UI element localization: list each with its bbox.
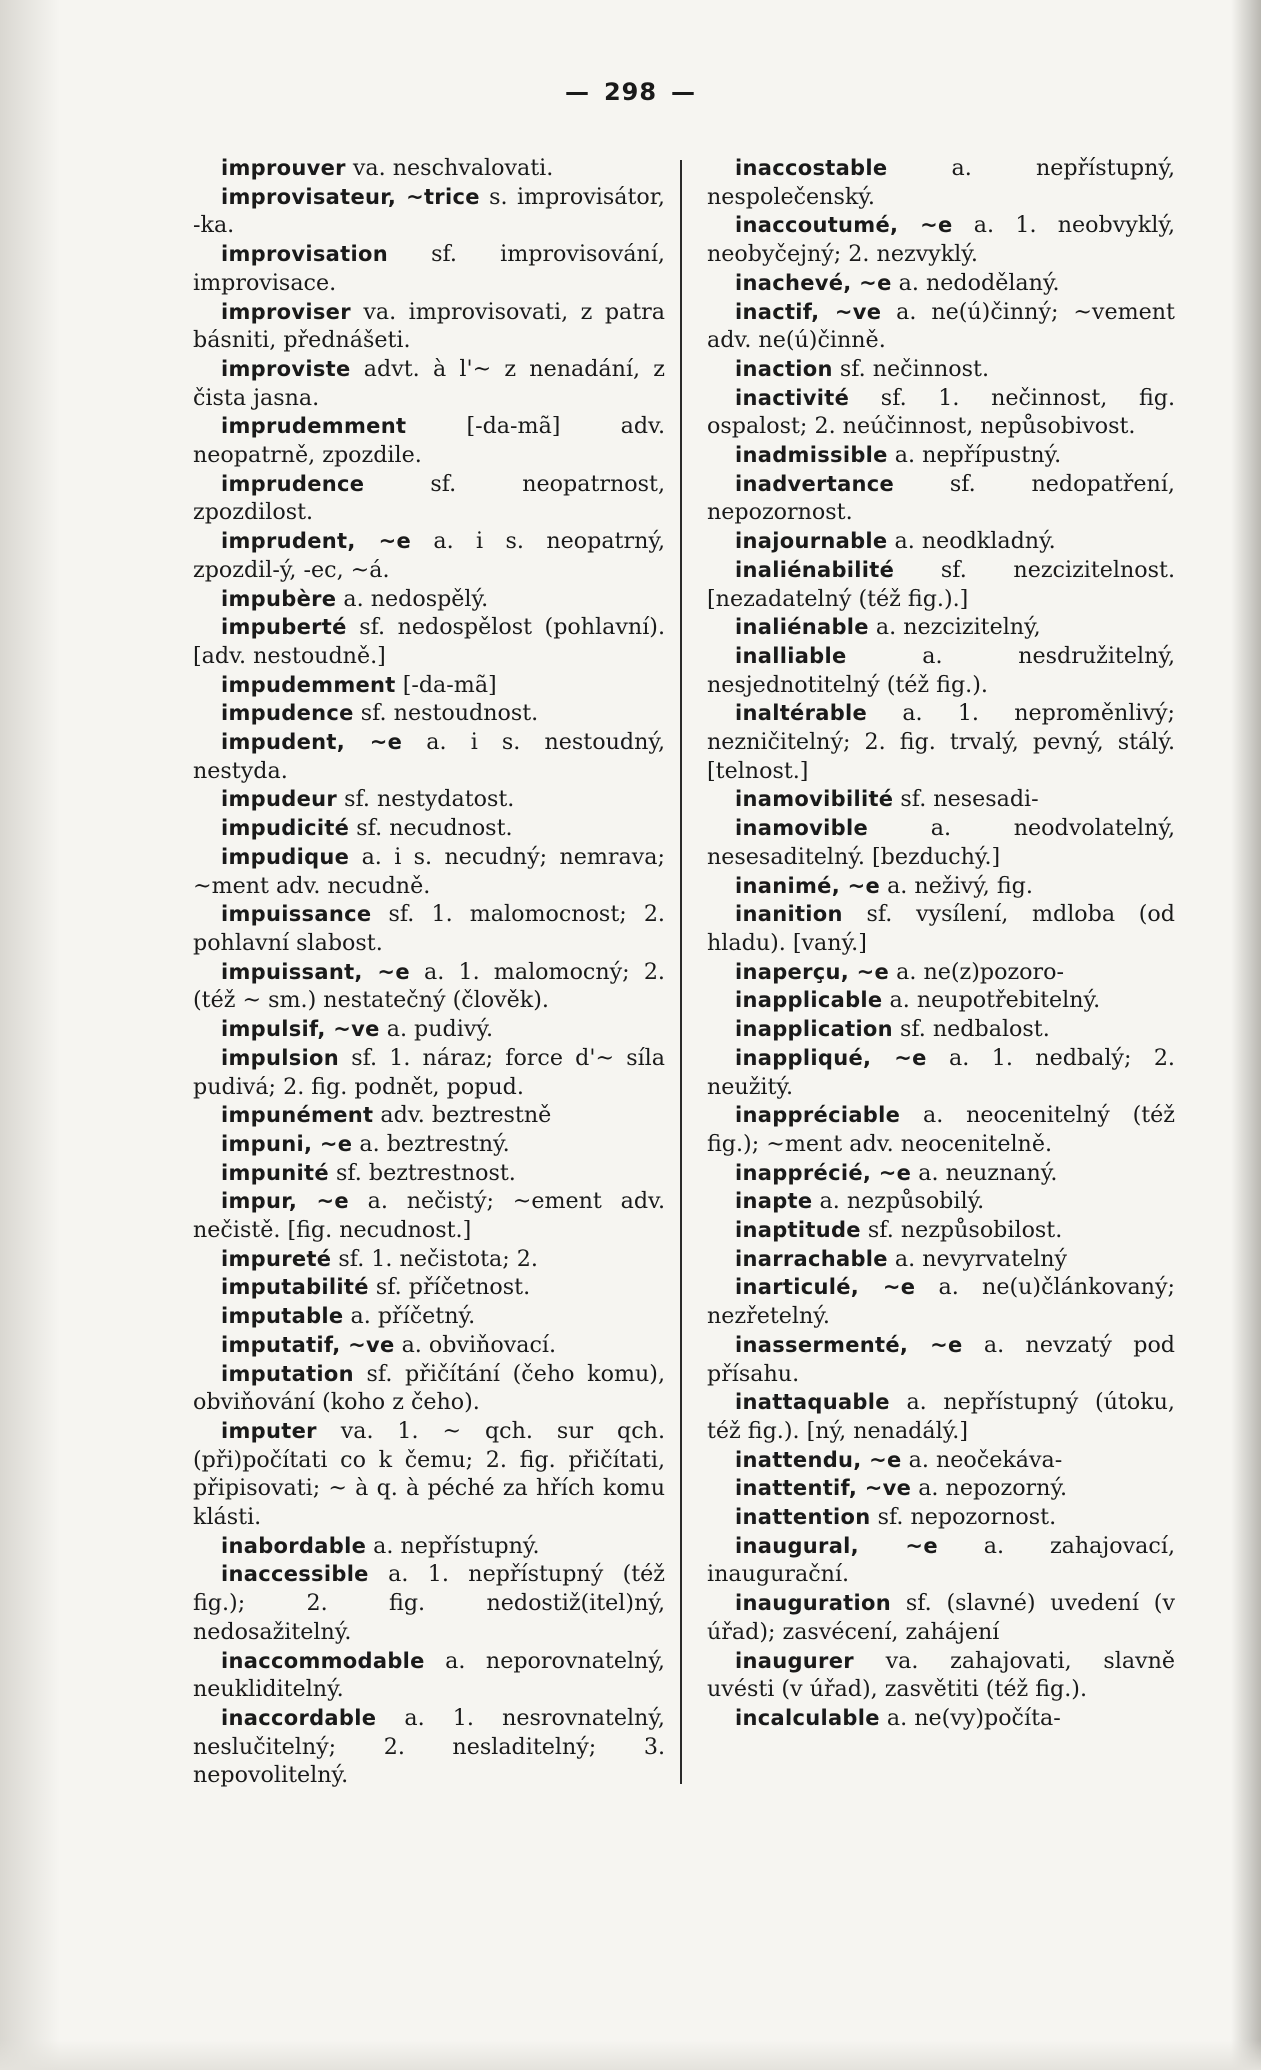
entry-definition: a. neupotřebitelný. xyxy=(882,987,1101,1014)
entry-definition: sf. 1. nečistota; 2. xyxy=(331,1245,538,1272)
entry-headword: inaccoutumé, ~e xyxy=(735,213,953,238)
entry-definition: advt. à l'~ z nenadání, z čista jasna. xyxy=(193,355,665,411)
entry-headword: inanition xyxy=(735,902,843,927)
entry-definition: a. neodvolatelný, nesesaditelný. [bezduchý.] xyxy=(707,815,1175,870)
entry-definition: a. obviňovací. xyxy=(394,1331,557,1358)
dictionary-entry xyxy=(707,269,1175,298)
dictionary-entry xyxy=(707,527,1175,556)
entry-headword: impubère xyxy=(221,586,337,611)
right-column xyxy=(707,154,1175,1733)
entry-headword: impur, ~e xyxy=(221,1189,349,1214)
dictionary-entry xyxy=(193,900,665,957)
entry-definition: a. nepřístupný, nespolečenský. xyxy=(707,155,1175,210)
entry-headword: impudeur xyxy=(221,787,338,812)
dictionary-entry xyxy=(707,1388,1175,1445)
entry-headword: impudique xyxy=(221,844,350,869)
page-number-value: 298 xyxy=(603,78,658,106)
entry-definition: a. nevyrvatelný xyxy=(887,1245,1068,1272)
page-right-edge-shadow xyxy=(1231,0,1261,2070)
entry-definition: a. příčetný. xyxy=(343,1303,476,1330)
entry-headword: inabordable xyxy=(221,1533,367,1558)
entry-headword: impuni, ~e xyxy=(221,1131,353,1156)
entry-definition: va. zahajovati, slavně uvésti (v úřad), zasvětiti (též fig.). xyxy=(707,1647,1175,1703)
entry-headword: impuberté xyxy=(221,615,347,640)
entry-definition: sf. nestoudnost. xyxy=(353,700,539,727)
dictionary-entry xyxy=(707,1245,1175,1274)
entry-headword: inadmissible xyxy=(735,443,888,468)
entry-definition: a. 1. neproměnlivý; nezničitelný; 2. fig. trvalý, pevný, stálý. [telnost.] xyxy=(707,700,1175,784)
entry-headword: inaperçu, ~e xyxy=(735,959,890,984)
entry-headword: impunément xyxy=(221,1103,374,1128)
dictionary-entry xyxy=(707,814,1175,871)
dictionary-entry xyxy=(193,1647,665,1704)
dictionary-entry xyxy=(707,556,1175,613)
dictionary-entry xyxy=(707,958,1175,987)
entry-definition: a. nezpůsobilý. xyxy=(812,1188,985,1215)
entry-headword: inappréciable xyxy=(735,1103,901,1128)
page-left-edge-shadow xyxy=(0,0,60,2070)
entry-definition: a. neuznaný. xyxy=(911,1159,1058,1186)
entry-definition: a. 1. malomocný; 2. (též ~ sm.) nestatečný (člověk). xyxy=(193,958,665,1014)
entry-headword: imputation xyxy=(221,1361,354,1386)
dictionary-entry xyxy=(707,441,1175,470)
entry-headword: inaltérable xyxy=(735,701,868,726)
dictionary-entry xyxy=(707,1704,1175,1733)
entry-headword: inaliénabilité xyxy=(735,557,895,582)
entry-definition: a. nedospělý. xyxy=(336,585,489,612)
entry-headword: inachevé, ~e xyxy=(735,270,892,295)
entry-headword: inapte xyxy=(735,1189,813,1214)
dictionary-entry xyxy=(707,613,1175,642)
entry-headword: inappliqué, ~e xyxy=(735,1045,927,1070)
dictionary-entry xyxy=(707,355,1175,384)
entry-definition: va. 1. ~ qch. sur qch. (při)počítati co k čemu; 2. fig. přičítati, připisovati; ~ à q. à péché za hřích komu klásti. xyxy=(193,1417,665,1531)
entry-headword: improvisation xyxy=(221,242,388,267)
entry-definition: sf. nedospělost (pohlavní). [adv. nestoudně.] xyxy=(193,614,665,669)
entry-definition: a. ne(ú)činný; ~vement adv. ne(ú)činně. xyxy=(707,298,1175,354)
dictionary-entry xyxy=(193,699,665,728)
dictionary-entry xyxy=(193,1044,665,1101)
entry-headword: improviste xyxy=(221,356,351,381)
entry-definition: a. nepřístupný (útoku, též fig.). [ný, nenadálý.] xyxy=(707,1389,1175,1444)
entry-definition: a. i s. neopatrný, zpozdil-ý, -ec, ~á. xyxy=(193,528,665,583)
entry-headword: inanimé, ~e xyxy=(735,873,881,898)
entry-headword: inaliénable xyxy=(735,615,869,640)
entry-headword: inaction xyxy=(735,356,833,381)
entry-headword: inaptitude xyxy=(735,1218,861,1243)
dictionary-entry xyxy=(193,613,665,670)
entry-headword: inarticulé, ~e xyxy=(735,1275,916,1300)
entry-headword: improuver xyxy=(221,156,346,180)
entry-definition: a. neodkladný. xyxy=(887,528,1056,555)
entry-definition: a. nevzatý pod přísahu. xyxy=(707,1331,1176,1387)
dictionary-entry xyxy=(193,1704,665,1790)
dictionary-entry xyxy=(193,1159,665,1188)
entry-headword: inalliable xyxy=(735,643,847,668)
dictionary-entry xyxy=(193,1560,665,1646)
entry-definition: [-da-mã] adv. neopatrně, zpozdile. xyxy=(193,413,665,469)
entry-definition: a. nedodělaný. xyxy=(891,269,1060,296)
dictionary-entry xyxy=(193,728,665,785)
entry-headword: inattendu, ~e xyxy=(735,1447,902,1472)
dictionary-entry xyxy=(193,1101,665,1130)
entry-definition: a. neporovnatelný, neukliditelný. xyxy=(193,1647,665,1703)
dictionary-entry xyxy=(707,1503,1175,1532)
dictionary-entry xyxy=(193,843,665,900)
entry-definition: a. nepřípustný. xyxy=(887,442,1062,469)
entry-headword: inaccostable xyxy=(735,156,888,180)
entry-definition: sf. nezcizitelnost. [nezadatelný (též fig.).] xyxy=(707,556,1175,612)
entry-definition: sf. 1. malomocnost; 2. pohlavní slabost. xyxy=(193,901,665,956)
entry-definition: sf. 1. nečinnost, fig. ospalost; 2. neúčinnost, nepůsobivost. xyxy=(707,384,1175,440)
entry-headword: inapplicable xyxy=(735,988,883,1013)
entry-definition: a. 1. nesrovnatelný, neslučitelný; 2. nesladitelný; 3. nepovolitelný. xyxy=(193,1704,665,1789)
entry-headword: impuissant, ~e xyxy=(221,959,410,984)
page-number-dash-left: — xyxy=(564,78,590,106)
entry-definition: a. nepozorný. xyxy=(911,1475,1068,1502)
dictionary-entry xyxy=(193,240,665,297)
entry-definition: sf. vysílení, mdloba (od hladu). [vaný.] xyxy=(707,901,1175,956)
entry-headword: impudence xyxy=(221,701,354,726)
entry-headword: inactivité xyxy=(735,385,850,410)
column-divider xyxy=(680,160,682,1784)
entry-headword: inajournable xyxy=(735,529,888,554)
entry-headword: inaccordable xyxy=(221,1705,377,1730)
dictionary-entry xyxy=(193,1273,665,1302)
dictionary-entry xyxy=(193,1187,665,1244)
entry-definition: sf. nezpůsobilost. xyxy=(860,1217,1063,1244)
entry-headword: inaccessible xyxy=(221,1562,369,1587)
dictionary-entry xyxy=(193,814,665,843)
entry-headword: improviser xyxy=(221,299,351,324)
entry-headword: impunité xyxy=(221,1160,329,1185)
entry-headword: impureté xyxy=(221,1246,332,1271)
entry-definition: sf. neopatrnost, zpozdilost. xyxy=(193,470,665,526)
entry-headword: inamovibilité xyxy=(735,787,894,812)
entry-headword: inapprécié, ~e xyxy=(735,1160,912,1185)
entry-headword: imprudemment xyxy=(221,414,407,439)
entry-definition: sf. přičítání (čeho komu), obviňování (koho z čeho). xyxy=(193,1360,665,1416)
entry-headword: impudemment xyxy=(221,672,396,697)
dictionary-entry xyxy=(707,154,1175,211)
entry-headword: imputable xyxy=(221,1304,344,1329)
dictionary-entry xyxy=(707,872,1175,901)
entry-definition: sf. nestydatost. xyxy=(337,786,515,813)
dictionary-entry xyxy=(707,900,1175,957)
entry-definition: s. improvisátor, -ka. xyxy=(193,183,665,239)
dictionary-entry xyxy=(193,527,665,584)
dictionary-entry xyxy=(707,470,1175,527)
dictionary-entry xyxy=(707,1589,1175,1646)
entry-headword: inauguration xyxy=(735,1591,891,1616)
entry-definition: a. ne(vy)počíta- xyxy=(879,1704,1061,1731)
dictionary-entry xyxy=(707,986,1175,1015)
entry-definition: a. 1. neobvyklý, neobyčejný; 2. nezvyklý. xyxy=(707,212,1175,268)
dictionary-entry xyxy=(193,1130,665,1159)
dictionary-entry xyxy=(193,1245,665,1274)
entry-headword: inactif, ~ve xyxy=(735,299,882,324)
dictionary-entry xyxy=(193,355,665,412)
entry-definition: sf. nepozornost. xyxy=(870,1504,1057,1531)
dictionary-entry xyxy=(193,1331,665,1360)
entry-definition: [-da-mã] xyxy=(395,671,497,698)
entry-headword: impudicité xyxy=(221,816,350,841)
entry-definition: a. zahajovací, inaugurační. xyxy=(707,1532,1175,1588)
entry-definition: a. nepřístupný. xyxy=(366,1532,540,1559)
entry-headword: inattaquable xyxy=(735,1390,890,1415)
entry-definition: sf. improvisování, improvisace. xyxy=(193,241,665,296)
left-column xyxy=(193,154,665,1790)
dictionary-entry xyxy=(707,1159,1175,1188)
entry-definition: sf. nedbalost. xyxy=(892,1016,1050,1043)
entry-definition: a. nesdružitelný, nesjednotitelný (též fig.). xyxy=(707,642,1175,698)
entry-definition: a. ne(u)článkovaný; nezřetelný. xyxy=(707,1274,1175,1330)
entry-definition: a. neživý, fig. xyxy=(880,872,1033,899)
entry-headword: inadvertance xyxy=(735,471,895,496)
dictionary-entry xyxy=(193,470,665,527)
entry-headword: imprudence xyxy=(221,471,365,496)
entry-headword: inarrachable xyxy=(735,1246,888,1271)
entry-definition: sf. necudnost. xyxy=(349,815,513,842)
dictionary-entry xyxy=(193,785,665,814)
dictionary-entry xyxy=(707,211,1175,268)
entry-headword: inattention xyxy=(735,1505,871,1530)
page-number-dash-right: — xyxy=(671,78,697,106)
entry-headword: incalculable xyxy=(735,1705,880,1730)
entry-definition: adv. beztrestně xyxy=(373,1102,552,1129)
entry-definition: a. neocenitelný (též fig.); ~ment adv. neocenitelně. xyxy=(707,1102,1175,1157)
entry-headword: impulsif, ~ve xyxy=(221,1017,380,1042)
entry-headword: imputatif, ~ve xyxy=(221,1332,395,1357)
entry-definition: a. pudivý. xyxy=(379,1016,494,1043)
dictionary-entry xyxy=(193,412,665,469)
entry-headword: inapplication xyxy=(735,1017,893,1042)
dictionary-entry xyxy=(193,154,665,183)
entry-definition: a. 1. nedbalý; 2. neužitý. xyxy=(707,1044,1175,1100)
entry-definition: sf. (slavné) uvedení (v úřad); zasvécení, zahájení xyxy=(707,1590,1175,1645)
dictionary-entry xyxy=(707,1446,1175,1475)
dictionary-entry xyxy=(707,1187,1175,1216)
entry-headword: impudent, ~e xyxy=(221,730,403,755)
entry-definition: sf. nesesadi- xyxy=(893,786,1039,813)
dictionary-entry xyxy=(707,785,1175,814)
page-bottom-shadow xyxy=(0,2040,1261,2070)
dictionary-entry xyxy=(707,1044,1175,1101)
entry-definition: a. beztrestný. xyxy=(352,1130,510,1157)
entry-definition: sf. 1. náraz; force d'~ síla pudivá; 2. fig. podnět, popud. xyxy=(193,1044,665,1100)
dictionary-entry xyxy=(193,585,665,614)
entry-headword: inattentif, ~ve xyxy=(735,1476,912,1501)
entry-headword: inassermenté, ~e xyxy=(735,1332,963,1357)
dictionary-entry xyxy=(193,1360,665,1417)
entry-headword: inamovible xyxy=(735,816,868,841)
dictionary-entry xyxy=(707,1532,1175,1589)
entry-definition: a. ne(z)pozoro- xyxy=(889,958,1064,985)
entry-definition: a. neočekáva- xyxy=(901,1446,1063,1473)
entry-headword: inaccommodable xyxy=(221,1648,425,1673)
entry-headword: impulsion xyxy=(221,1045,340,1070)
entry-definition: sf. nečinnost. xyxy=(832,355,989,382)
page-number xyxy=(0,78,1261,106)
dictionary-entry xyxy=(707,1101,1175,1158)
entry-definition: a. i s. necudný; nemrava; ~ment adv. necudně. xyxy=(193,843,665,899)
entry-headword: improvisateur, ~trice xyxy=(221,184,480,209)
entry-definition: a. 1. nepřístupný (též fig.); 2. fig. nedostiž(itel)ný, nedosažitelný. xyxy=(193,1561,665,1645)
dictionary-entry xyxy=(707,1331,1175,1388)
entry-headword: imputabilité xyxy=(221,1275,369,1300)
entry-headword: inaugurer xyxy=(735,1648,854,1673)
entry-definition: va. neschvalovati. xyxy=(345,155,554,181)
entry-headword: imprudent, ~e xyxy=(221,529,412,554)
dictionary-entry xyxy=(707,298,1175,355)
dictionary-entry xyxy=(193,1417,665,1532)
dictionary-entry xyxy=(193,1302,665,1331)
dictionary-entry xyxy=(193,671,665,700)
entry-definition: sf. nedopatření, nepozornost. xyxy=(707,470,1175,526)
dictionary-entry xyxy=(707,642,1175,699)
entry-definition: sf. příčetnost. xyxy=(368,1274,531,1301)
dictionary-entry xyxy=(193,183,665,240)
entry-headword: impuissance xyxy=(221,902,372,927)
dictionary-entry xyxy=(193,958,665,1015)
entry-definition: a. i s. nestoudný, nestyda. xyxy=(193,729,665,784)
dictionary-entry xyxy=(707,1015,1175,1044)
entry-definition: a. nezcizitelný, xyxy=(868,614,1041,641)
dictionary-entry xyxy=(707,1647,1175,1704)
dictionary-entry xyxy=(193,1532,665,1561)
entry-definition: a. nečistý; ~ement adv. nečistě. [fig. necudnost.] xyxy=(193,1188,665,1244)
entry-headword: inaugural, ~e xyxy=(735,1533,938,1558)
entry-definition: sf. beztrestnost. xyxy=(328,1159,516,1186)
dictionary-entry xyxy=(707,1216,1175,1245)
dictionary-entry xyxy=(707,384,1175,441)
dictionary-entry xyxy=(193,1015,665,1044)
dictionary-entry xyxy=(707,1474,1175,1503)
entry-definition: va. improvisovati, z patra básniti, přednášeti. xyxy=(193,298,665,354)
dictionary-entry xyxy=(707,1273,1175,1330)
entry-headword: imputer xyxy=(221,1418,317,1443)
dictionary-entry xyxy=(193,298,665,355)
dictionary-entry xyxy=(707,699,1175,785)
